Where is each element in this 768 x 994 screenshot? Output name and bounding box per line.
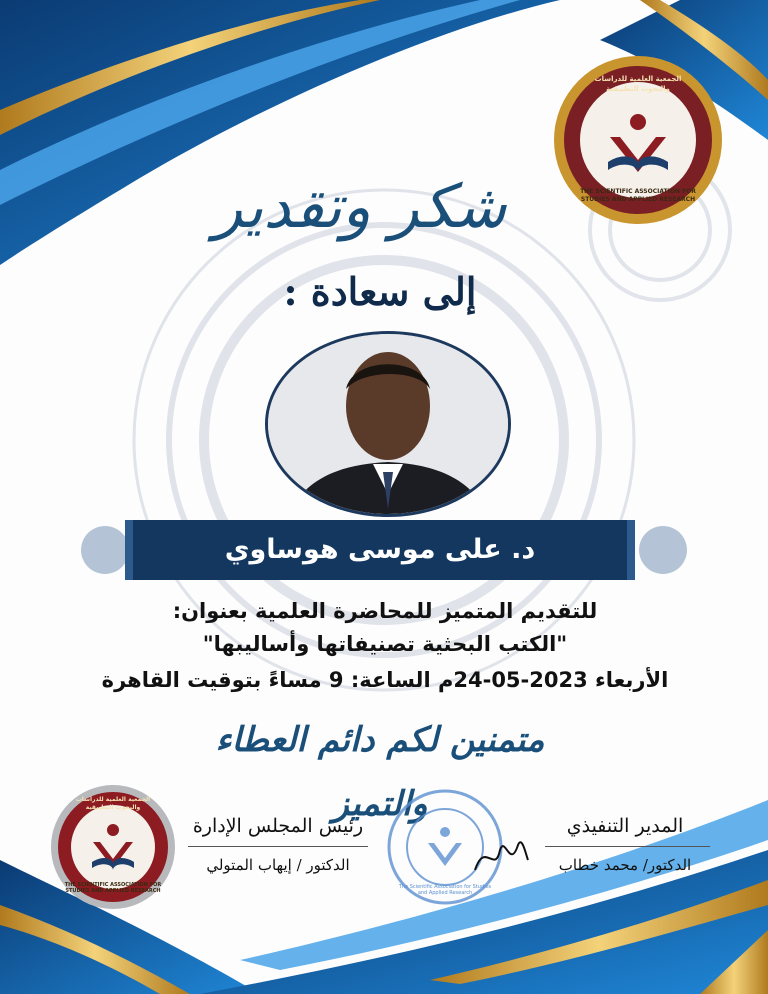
chairman-title: رئيس المجلس الإدارة	[192, 815, 364, 837]
bottom-left-seal	[48, 782, 178, 912]
portrait-graphic	[268, 334, 508, 514]
body-line-intro: للتقديم المتميز للمحاضرة العلمية بعنوان:	[172, 599, 598, 623]
seal-english-line1: THE SCIENTIFIC ASSOCIATION FOR	[64, 882, 162, 888]
signature-line-right	[545, 846, 710, 847]
executive-director-title: المدير التنفيذي	[566, 815, 684, 837]
handwritten-signature	[470, 830, 530, 880]
seal-arabic-text: الجمعية العلمية للدراسات والبحوث التطبيقية	[594, 75, 682, 93]
seal-english-line1: THE SCIENTIFIC ASSOCIATION FOR	[580, 188, 696, 195]
seal-english-line2: STUDIES AND APPLIED RESEARCH	[580, 196, 696, 203]
signature-line-left	[188, 846, 368, 847]
executive-director-name: الدكتور/ محمد خطاب	[558, 856, 692, 874]
certificate-title: شكر وتقدير	[213, 172, 507, 242]
chairman-name: الدكتور / إيهاب المتولي	[206, 856, 350, 874]
recipient-name: د. على موسى هوساوي	[224, 534, 536, 565]
lecture-date-time: الأربعاء 2023-05-24م الساعة: 9 مساءً بتوقيت القاهرة	[101, 668, 669, 692]
closing-wish: متمنين لكم دائم العطاء والتميز	[215, 720, 545, 824]
addressee-prefix: إلى سعادة :	[283, 269, 477, 314]
lecture-title: "الكتب البحثية تصنيفاتها وأساليبها"	[202, 632, 568, 656]
seal-arabic-text: الجمعية العلمية للدراسات والبحوث التطبيقية	[75, 796, 151, 811]
recipient-photo	[265, 331, 511, 517]
seal-english-line2: STUDIES AND APPLIED RESEARCH	[65, 888, 161, 894]
stamp-text: The Scientific Association for Studies and Applied Research	[398, 884, 492, 896]
